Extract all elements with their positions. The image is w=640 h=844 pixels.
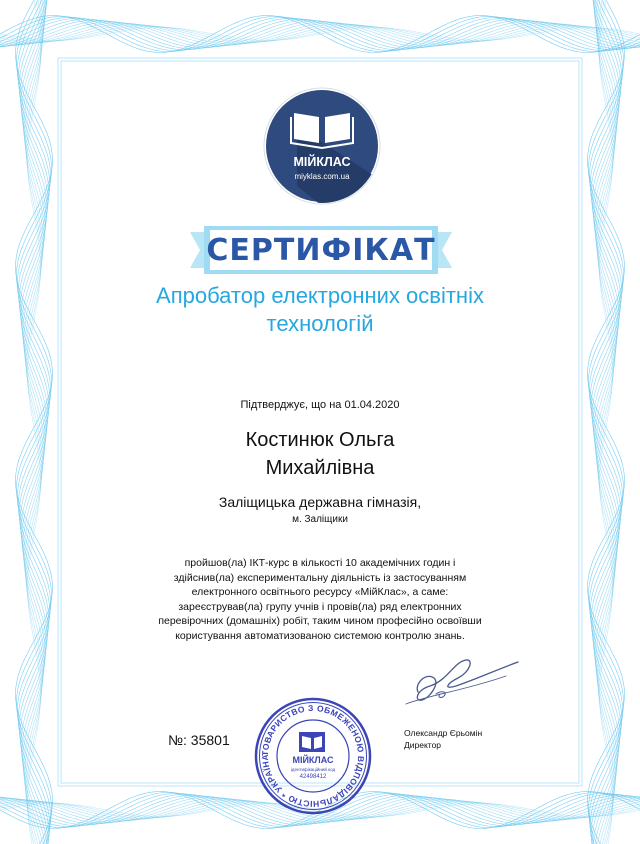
- certificate-subtitle: [100, 282, 540, 338]
- body-line: здійснив(ла) експериментальну діяльність із застосуванням: [173, 571, 467, 584]
- certificate-title: СЕРТИФІКАТ: [206, 232, 436, 268]
- seal-code-label: ідентифікаційний код: [290, 767, 336, 772]
- official-seal: [254, 697, 372, 815]
- body-line: перевірочних (домашніх) робіт, таким чином професійно освоївши: [158, 615, 482, 628]
- seal-ring-text: ТОВАРИСТВО З ОБМЕЖЕНОЮ ВІДПОВІДАЛЬНІСТЮ * УКРАЇНА: [259, 702, 367, 810]
- logo-name: МІЙКЛАС: [293, 155, 351, 169]
- director-title: Директор: [404, 740, 442, 750]
- school-name: Заліщицька державна гімназія,: [218, 494, 422, 510]
- recipient-name: [120, 426, 520, 482]
- director-signature: [396, 650, 522, 710]
- certificate-body: [130, 556, 510, 644]
- certificate-number: №: 35801: [168, 732, 230, 748]
- confirm-text: Підтверджує, що на 01.04.2020: [240, 399, 400, 411]
- seal-center-name: МІЙКЛАС: [292, 755, 334, 765]
- logo: [262, 86, 382, 206]
- logo-url: miyklas.com.ua: [294, 172, 350, 181]
- body-line: користування автоматизованою системою контролю знань.: [175, 629, 465, 642]
- seal-code: 42498412: [299, 774, 327, 780]
- body-line: пройшов(ла) ІКТ-курс в кількості 10 академічних годин і: [184, 557, 456, 569]
- body-line: зареєстрував(ла) групу учнів і провів(ла) ряд електронних: [178, 600, 462, 613]
- seal-logo-icon: [299, 732, 325, 752]
- director-name: Олександр Єрьомін: [404, 728, 483, 738]
- recipient-name-line-1: Костинюк Ольга: [245, 429, 395, 451]
- school-city: м. Заліщики: [292, 514, 348, 525]
- recipient-name-line-2: Михайлівна: [265, 457, 375, 479]
- subtitle-line-1: Апробатор електронних освітніх: [156, 283, 484, 308]
- body-line: електронного освітнього ресурсу «МійКлас», а саме:: [191, 586, 449, 599]
- subtitle-line-2: технологій: [266, 311, 374, 336]
